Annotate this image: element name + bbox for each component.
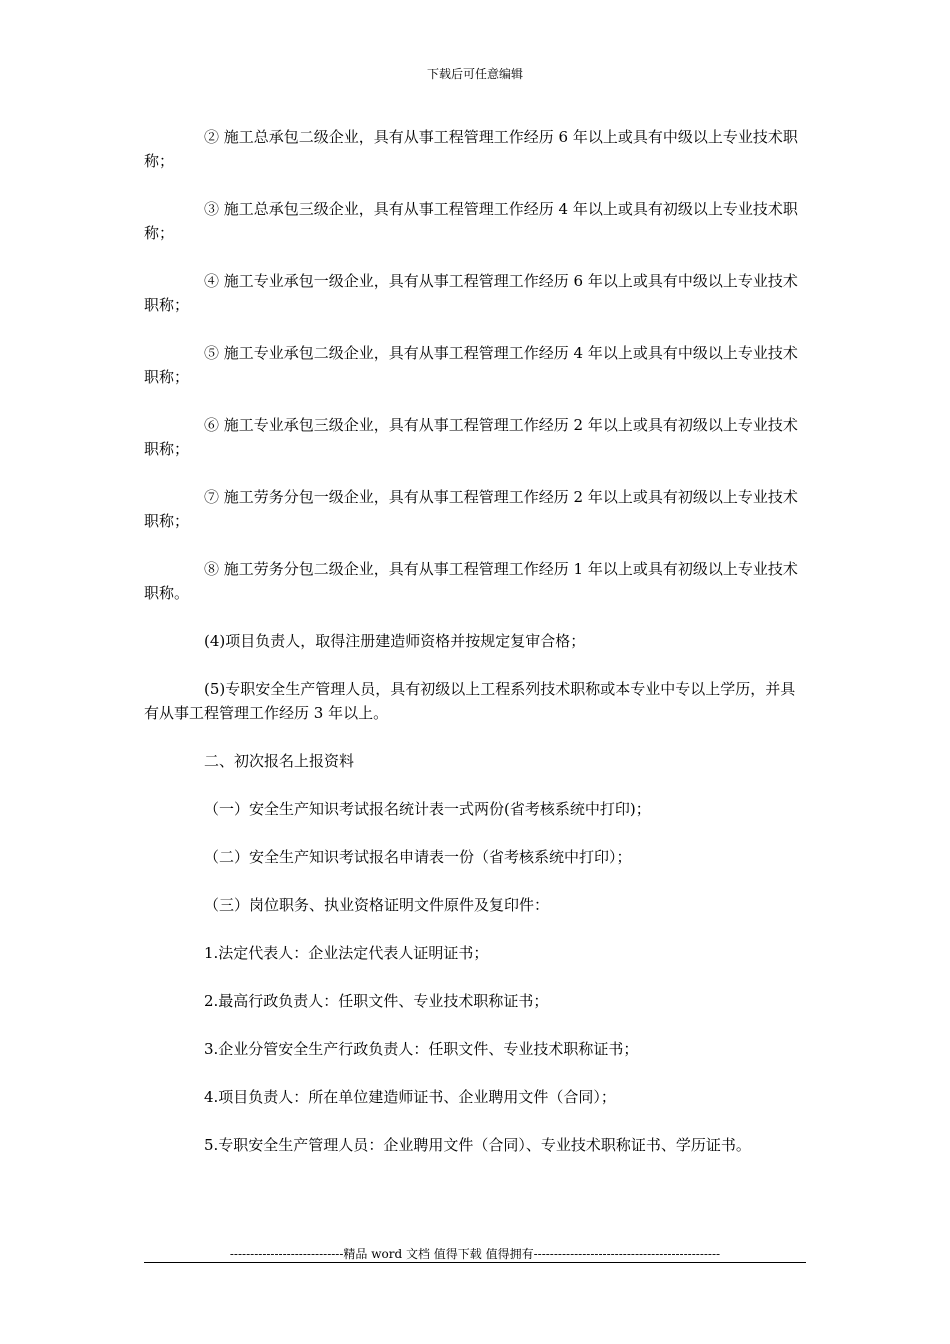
list-item-3: （三）岗位职务、执业资格证明文件原件及复印件： [204,896,550,914]
paragraph-item-6: ⑥ 施工专业承包三级企业，具有从事工程管理工作经历 2 年以上或具有初级以上专业技术职称； [144,416,798,458]
paragraph-project-leader: (4)项目负责人，取得注册建造师资格并按规定复审合格； [204,632,586,650]
paragraph-item-4: ④ 施工专业承包一级企业，具有从事工程管理工作经历 6 年以上或具有中级以上专业技术职称； [144,272,798,314]
paragraph-item-7: ⑦ 施工劳务分包一级企业，具有从事工程管理工作经历 2 年以上或具有初级以上专业技术职称； [144,488,798,530]
numbered-item-3: 3.企业分管安全生产行政负责人：任职文件、专业技术职称证书； [204,1040,639,1058]
list-item-2: （二）安全生产知识考试报名申请表一份（省考核系统中打印）； [204,848,632,866]
section-heading: 二、初次报名上报资料 [204,752,355,770]
numbered-item-2: 2.最高行政负责人：任职文件、专业技术职称证书； [204,992,549,1010]
numbered-item-4: 4.项目负责人：所在单位建造师证书、企业聘用文件（合同）； [204,1088,616,1106]
numbered-item-5: 5.专职安全生产管理人员：企业聘用文件（合同）、专业技术职称证书、学历证书。 [204,1136,751,1154]
paragraph-item-5: ⑤ 施工专业承包二级企业，具有从事工程管理工作经历 4 年以上或具有中级以上专业技术职称； [144,344,798,386]
page-footer: ----------------------------精品 word 文档 值得下载 值得拥有---------------------------------------------- [229,1247,721,1261]
footer-divider [144,1262,806,1263]
list-item-1: （一）安全生产知识考试报名统计表一式两份(省考核系统中打印)； [204,800,651,818]
paragraph-item-2: ② 施工总承包二级企业，具有从事工程管理工作经历 6 年以上或具有中级以上专业技术职称； [144,128,798,170]
paragraph-item-3: ③ 施工总承包三级企业，具有从事工程管理工作经历 4 年以上或具有初级以上专业技术职称； [144,200,798,242]
paragraph-safety-manager: (5)专职安全生产管理人员，具有初级以上工程系列技术职称或本专业中专以上学历，并具有从事工程管理工作经历 3 年以上。 [144,680,796,722]
paragraph-item-8: ⑧ 施工劳务分包二级企业，具有从事工程管理工作经历 1 年以上或具有初级以上专业技术职称。 [144,560,798,602]
numbered-item-1: 1.法定代表人：企业法定代表人证明证书； [204,944,489,962]
document-body [144,125,808,1181]
page-header: 下载后可任意编辑 [426,67,523,81]
